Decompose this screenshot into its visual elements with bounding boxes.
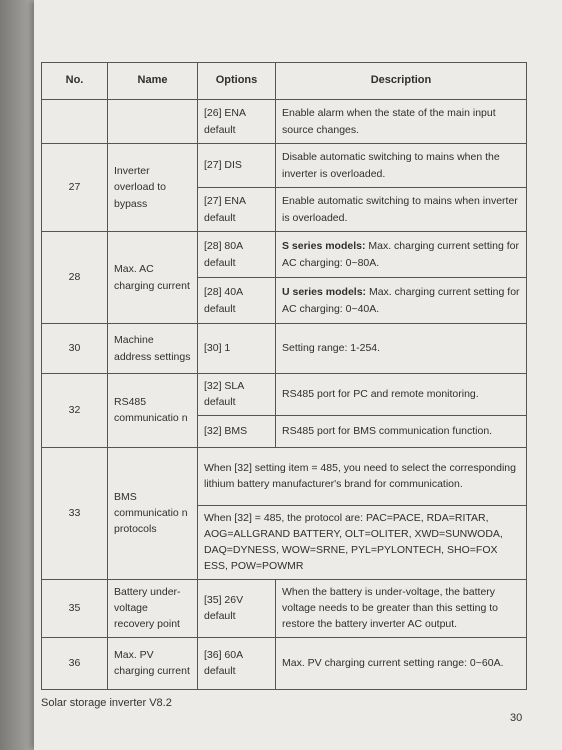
cell-name: Machine address settings [108,324,198,374]
cell-no: 35 [42,579,108,637]
cell-no: 28 [42,232,108,324]
cell-no: 32 [42,374,108,448]
table-row [42,637,527,689]
cell-option: [26] ENA default [198,100,276,144]
cell-description: Setting range: 1-254. [276,324,527,374]
cell-option: [35] 26V default [198,579,276,637]
header-description: Description [276,63,527,100]
cell-option: [36] 60A default [198,637,276,689]
cell-name: Inverter overload to bypass [108,144,198,232]
cell-description [276,278,527,324]
description-text: Max. charging current setting for AC charging: 0~80A. [282,240,519,269]
description-text: Max. charging current setting for AC charging: 0~40A. [282,286,520,315]
header-name: Name [108,63,198,100]
series-label: S series models: [282,240,366,253]
document-footer-title: Solar storage inverter V8.2 [41,697,172,709]
cell-description: Max. PV charging current setting range: 0~60A. [276,637,527,689]
header-options: Options [198,63,276,100]
settings-table [41,62,527,690]
cell-description: Disable automatic switching to mains when the inverter is overloaded. [276,144,527,188]
cell-no: 30 [42,324,108,374]
cell-description: When the battery is under-voltage, the battery voltage needs to be greater than this setting to restore the battery inverter AC output. [276,579,527,637]
header-no: No. [42,63,108,100]
cell-no [42,100,108,144]
cell-description: RS485 port for PC and remote monitoring. [276,374,527,416]
table-row [42,100,527,144]
table-header-row [42,63,527,100]
cell-no: 27 [42,144,108,232]
page-number: 30 [510,712,523,724]
cell-description: Enable alarm when the state of the main input source changes. [276,100,527,144]
cell-description: When [32] setting item = 485, you need to select the corresponding lithium battery manufacturer's brand for communication. [198,447,527,505]
table-row [42,374,527,416]
cell-description: RS485 port for BMS communication function. [276,415,527,447]
binding-edge [0,0,34,750]
cell-name: Battery under-voltage recovery point [108,579,198,637]
cell-option: [27] ENA default [198,188,276,232]
cell-option: [32] SLA default [198,374,276,416]
cell-no: 33 [42,447,108,579]
series-label: U series models: [282,286,367,299]
table-row [42,324,527,374]
table-row [42,232,527,278]
cell-no: 36 [42,637,108,689]
table-row [42,144,527,188]
cell-name: RS485 communicatio n [108,374,198,448]
cell-name: BMS communicatio n protocols [108,447,198,579]
cell-description: When [32] = 485, the protocol are: PAC=PACE, RDA=RITAR, AOG=ALLGRAND BATTERY, OLT=OLITER, XWD=SUNWODA, DAQ=DYNESS, WOW=SRNE, PYL=PYLONTECH, SHO=FOX ESS, POW=POWMR [198,505,527,579]
cell-option: [28] 40A default [198,278,276,324]
table-row [42,447,527,505]
cell-name [108,100,198,144]
cell-option: [32] BMS [198,415,276,447]
cell-option: [30] 1 [198,324,276,374]
cell-name: Max. AC charging current [108,232,198,324]
cell-name: Max. PV charging current [108,637,198,689]
cell-option: [27] DIS [198,144,276,188]
cell-description: Enable automatic switching to mains when inverter is overloaded. [276,188,527,232]
cell-option: [28] 80A default [198,232,276,278]
table-row [42,579,527,637]
cell-description [276,232,527,278]
